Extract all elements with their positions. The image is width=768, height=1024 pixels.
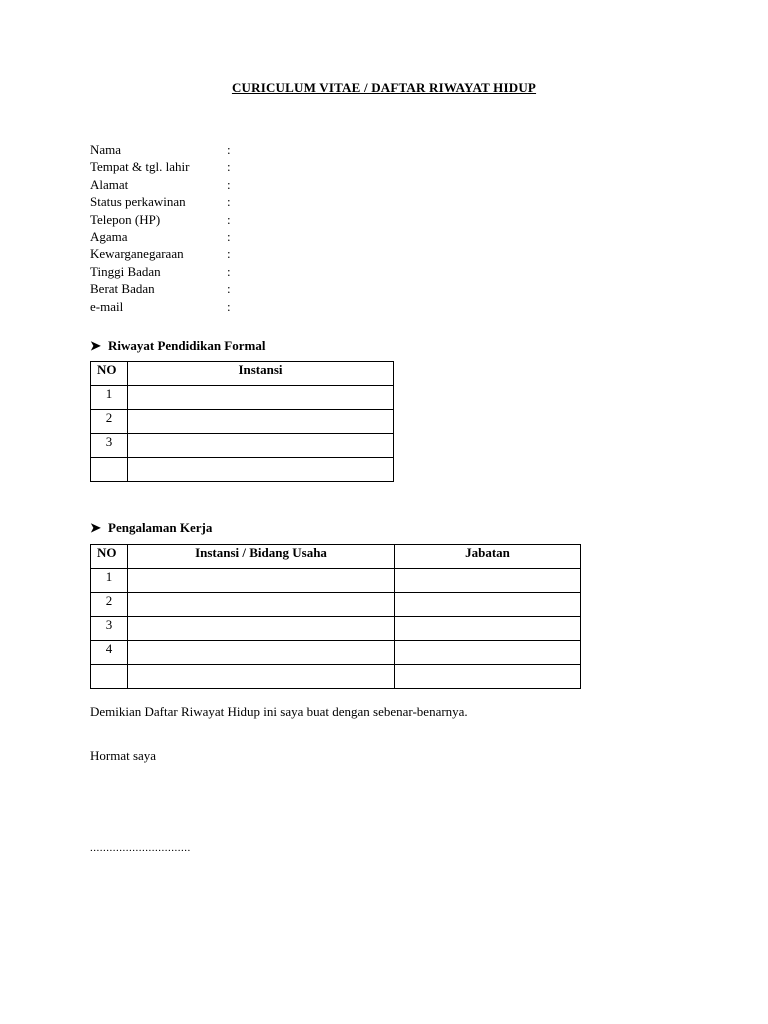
jabatan-cell (395, 665, 581, 689)
field-nama (90, 141, 231, 158)
table-row (91, 593, 581, 617)
column-header-instansi: Instansi / Bidang Usaha (128, 545, 395, 569)
work-table (90, 544, 581, 689)
field-label: Kewarganegaraan (90, 246, 184, 262)
field-label: Telepon (HP) (90, 211, 161, 227)
field-label: Agama (90, 228, 128, 244)
table-row (91, 665, 581, 689)
instansi-cell (128, 569, 395, 593)
table-header-row (91, 362, 394, 386)
document-title: CURICULUM VITAE / DAFTAR RIWAYAT HIDUP (231, 80, 537, 95)
closing-regards: Hormat saya (90, 748, 157, 763)
work-heading-text: Pengalaman Kerja (108, 520, 213, 535)
field-colon: : (227, 176, 231, 192)
field-colon: : (227, 159, 231, 175)
instansi-cell (128, 617, 395, 641)
field-tempat-tgl-lahir (90, 158, 231, 175)
instansi-cell (128, 593, 395, 617)
field-label: e-mail (90, 298, 124, 314)
row-number: 3 (91, 617, 128, 641)
field-label: Tempat & tgl. lahir (90, 159, 190, 175)
field-telepon (90, 211, 231, 228)
field-label: Nama (90, 142, 122, 157)
education-heading-text: Riwayat Pendidikan Formal (108, 338, 266, 353)
table-row (91, 434, 394, 458)
jabatan-cell (395, 641, 581, 665)
field-label: Tinggi Badan (90, 263, 161, 279)
column-header-instansi: Instansi (128, 362, 394, 386)
instansi-cell (128, 410, 394, 434)
jabatan-cell (395, 617, 581, 641)
field-alamat (90, 176, 231, 193)
table-row (91, 569, 581, 593)
row-number: 2 (91, 593, 128, 617)
field-agama (90, 228, 231, 245)
table-row (91, 641, 581, 665)
education-table (90, 361, 394, 482)
field-colon: : (227, 246, 231, 262)
field-colon: : (227, 298, 231, 314)
field-kewarganegaraan (90, 245, 231, 262)
row-number: 4 (91, 641, 128, 665)
field-tinggi-badan (90, 263, 231, 280)
row-number (91, 458, 128, 482)
arrow-bullet-icon: ➤ (90, 520, 101, 535)
field-label: Status perkawinan (90, 194, 186, 210)
work-heading (90, 519, 212, 537)
jabatan-cell (395, 569, 581, 593)
row-number: 1 (91, 386, 128, 410)
row-number: 3 (91, 434, 128, 458)
arrow-bullet-icon: ➤ (90, 338, 101, 353)
column-header-no: NO (91, 362, 128, 386)
field-berat-badan (90, 280, 231, 297)
table-row (91, 458, 394, 482)
instansi-cell (128, 386, 394, 410)
table-row (91, 617, 581, 641)
education-heading (90, 337, 265, 355)
instansi-cell (128, 665, 395, 689)
table-row (91, 410, 394, 434)
table-header-row (91, 545, 581, 569)
signature-line: ............................... (90, 842, 191, 854)
field-colon: : (227, 228, 231, 244)
table-row (91, 386, 394, 410)
field-label: Berat Badan (90, 281, 155, 297)
closing-statement: Demikian Daftar Riwayat Hidup ini saya buat dengan sebenar-benarnya. (90, 704, 468, 719)
field-status-perkawinan (90, 193, 231, 210)
instansi-cell (128, 458, 394, 482)
field-email (90, 298, 231, 315)
field-colon: : (227, 211, 231, 227)
row-number (91, 665, 128, 689)
field-colon: : (227, 194, 231, 210)
row-number: 1 (91, 569, 128, 593)
instansi-cell (128, 434, 394, 458)
instansi-cell (128, 641, 395, 665)
personal-info (90, 141, 231, 315)
field-label: Alamat (90, 176, 129, 192)
field-colon: : (227, 142, 231, 157)
row-number: 2 (91, 410, 128, 434)
field-colon: : (227, 281, 231, 297)
column-header-jabatan: Jabatan (395, 545, 581, 569)
jabatan-cell (395, 593, 581, 617)
field-colon: : (227, 263, 231, 279)
column-header-no: NO (91, 545, 128, 569)
